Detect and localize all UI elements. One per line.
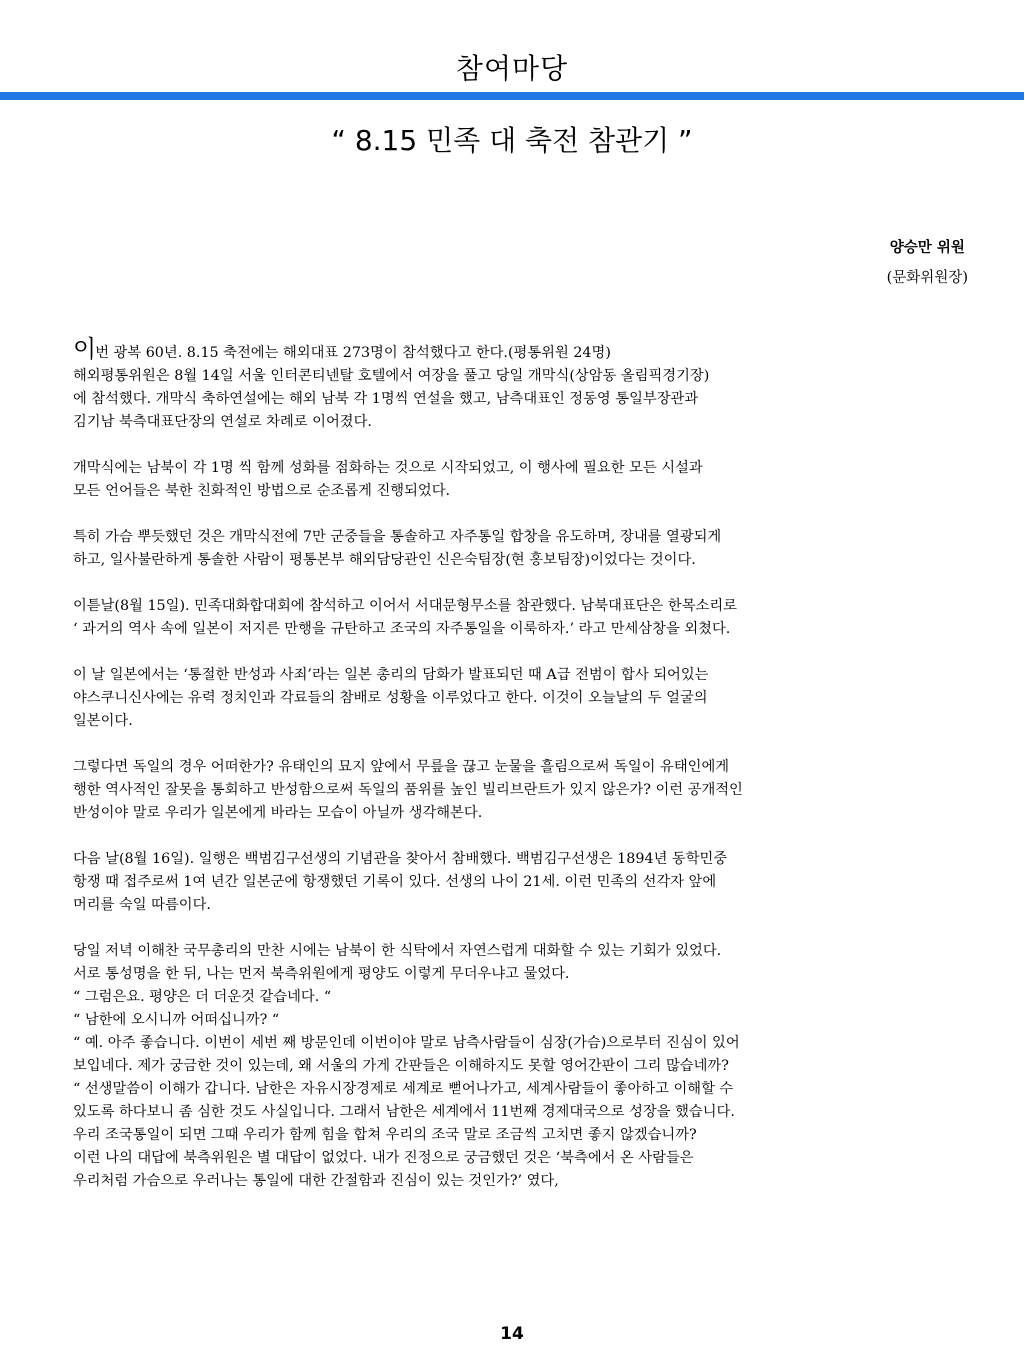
line-text: 에 참석했다. 개막식 축하연설에는 해외 남북 각 1명씩 연설을 했고, 남측대표인 정동영 통일부장관과 bbox=[73, 391, 699, 407]
article-title: “ 8.15 민족 대 축전 참관기 ” bbox=[331, 124, 693, 157]
paragraph bbox=[73, 940, 998, 1193]
text-line bbox=[73, 335, 998, 365]
text-line bbox=[73, 1009, 998, 1032]
line-text: 보입네다. 제가 궁금한 것이 있는데, 왜 서울의 가게 간판들은 이해하지도 못할 영어간판이 그리 많습네까? bbox=[73, 1058, 729, 1074]
paragraph bbox=[73, 457, 998, 503]
line-text: 모든 언어들은 북한 친화적인 방법으로 순조롭게 진행되었다. bbox=[73, 483, 451, 499]
text-line bbox=[73, 710, 998, 733]
line-text: 해외평통위원은 8월 14일 서울 인터콘티넨탈 호텔에서 여장을 풀고 당일 개막식(상암동 올림픽경기장) bbox=[73, 368, 710, 384]
line-text: 번 광복 60년. 8.15 축전에는 해외대표 273명이 참석했다고 한다.(평통위원 24명) bbox=[95, 345, 611, 361]
line-text: “ 선생말씀이 이해가 갑니다. 남한은 자유시장경제로 세계로 뻗어나가고, 세계사람들이 좋아하고 이해할 수 bbox=[73, 1081, 734, 1097]
line-text: 이 날 일본에서는 ‘통절한 반성과 사죄’라는 일본 총리의 담화가 발표되던 때 A급 전범이 합사 되어있는 bbox=[73, 667, 709, 683]
text-line bbox=[73, 1032, 998, 1055]
text-line bbox=[73, 802, 998, 825]
paragraph bbox=[73, 335, 998, 434]
header-rule bbox=[0, 92, 1024, 100]
author-role: (문화위원장) bbox=[886, 270, 968, 286]
text-line bbox=[73, 365, 998, 388]
text-line bbox=[73, 687, 998, 710]
text-line bbox=[73, 618, 998, 641]
text-line bbox=[73, 549, 998, 572]
line-text: 김기남 북측대표단장의 연설로 차례로 이어졌다. bbox=[73, 414, 372, 430]
line-text: 그렇다면 독일의 경우 어떠한가? 유태인의 묘지 앞에서 무릎을 끊고 눈물을 흘림으로써 독일이 유태인에게 bbox=[73, 759, 730, 775]
line-text: 하고, 일사불란하게 통솔한 사람이 평통본부 해외담당관인 신은숙팀장(현 홍보팀장)이었다는 것이다. bbox=[73, 552, 696, 568]
drop-cap: 이 bbox=[73, 335, 96, 363]
line-text: 항쟁 때 접주로써 1여 년간 일본군에 항쟁했던 기록이 있다. 선생의 나이 21세. 이런 민족의 선각자 앞에 bbox=[73, 874, 717, 890]
line-text: 반성이야 말로 우리가 일본에게 바라는 모습이 아닐까 생각해본다. bbox=[73, 805, 483, 821]
article-body bbox=[73, 335, 998, 1216]
text-line bbox=[73, 848, 998, 871]
paragraph bbox=[73, 664, 998, 733]
line-text: 특히 가슴 뿌듯했던 것은 개막식전에 7만 군중들을 통솔하고 자주통일 합창을 유도하며, 장내를 열광되게 bbox=[73, 529, 722, 545]
text-line bbox=[73, 1147, 998, 1170]
author-name: 양승만 위원 bbox=[889, 240, 965, 256]
paragraph bbox=[73, 595, 998, 641]
text-line bbox=[73, 595, 998, 618]
line-text: “ 그럼은요. 평양은 더 더운것 같습네다. “ bbox=[73, 989, 332, 1005]
text-line bbox=[73, 963, 998, 986]
line-text: 있도록 하다보니 좀 심한 것도 사실입니다. 그래서 남한은 세계에서 11번째 경제대국으로 성장을 했습니다. bbox=[73, 1104, 735, 1120]
line-text: 서로 통성명을 한 뒤, 나는 먼저 북측위원에게 평양도 이렇게 무더우냐고 물었다. bbox=[73, 966, 570, 982]
text-line bbox=[73, 871, 998, 894]
text-line bbox=[73, 1055, 998, 1078]
line-text: 개막식에는 남북이 각 1명 씩 함께 성화를 점화하는 것으로 시작되었고, 이 행사에 필요한 모든 시설과 bbox=[73, 460, 703, 476]
line-text: 이튿날(8월 15일). 민족대화합대회에 참석하고 이어서 서대문형무소를 참관했다. 남북대표단은 한목소리로 bbox=[73, 598, 737, 614]
line-text: 당일 저녁 이해찬 국무총리의 만찬 시에는 남북이 한 식탁에서 자연스럽게 대화할 수 있는 기회가 있었다. bbox=[73, 943, 722, 959]
paragraph bbox=[73, 756, 998, 825]
text-line bbox=[73, 986, 998, 1009]
text-line bbox=[73, 457, 998, 480]
line-text: “ 예. 아주 좋습니다. 이번이 세번 째 방문인데 이번이야 말로 남측사람들이 심장(가슴)으로부터 진심이 있어 bbox=[73, 1035, 740, 1051]
text-line bbox=[73, 664, 998, 687]
text-line bbox=[73, 779, 998, 802]
line-text: 우리처럼 가슴으로 우러나는 통일에 대한 간절함과 진심이 있는 것인가?’ 였다, bbox=[73, 1173, 559, 1189]
text-line bbox=[73, 526, 998, 549]
text-line bbox=[73, 940, 998, 963]
paragraph bbox=[73, 848, 998, 917]
text-line bbox=[73, 1101, 998, 1124]
text-line bbox=[73, 388, 998, 411]
text-line bbox=[73, 1124, 998, 1147]
line-text: 일본이다. bbox=[73, 713, 133, 729]
text-line bbox=[73, 894, 998, 917]
line-text: 야스쿠니신사에는 유력 정치인과 각료들의 참배로 성황을 이루었다고 한다. 이것이 오늘날의 두 얼굴의 bbox=[73, 690, 708, 706]
page-number: 14 bbox=[500, 1324, 524, 1344]
line-text: 다음 날(8월 16일). 일행은 백범김구선생의 기념관을 찾아서 참배했다. 백범김구선생은 1894년 동학민중 bbox=[73, 851, 728, 867]
line-text: 머리를 숙일 따름이다. bbox=[73, 897, 211, 913]
line-text: 우리 조국통일이 되면 그때 우리가 함께 힘을 합쳐 우리의 조국 말로 조금씩 고치면 좋지 않겠습니까? bbox=[73, 1127, 697, 1143]
section-title: 참여마당 bbox=[455, 52, 569, 85]
text-line bbox=[73, 411, 998, 434]
text-line bbox=[73, 480, 998, 503]
text-line bbox=[73, 1078, 998, 1101]
line-text: 이런 나의 대답에 북측위원은 별 대답이 없었다. 내가 진정으로 궁금했던 것은 ‘북측에서 온 사람들은 bbox=[73, 1150, 694, 1166]
text-line bbox=[73, 756, 998, 779]
paragraph bbox=[73, 526, 998, 572]
line-text: “ 남한에 오시니까 어떠십니까? “ bbox=[73, 1012, 280, 1028]
author-block bbox=[887, 233, 968, 293]
line-text: 행한 역사적인 잘못을 통회하고 반성함으로써 독일의 품위를 높인 빌리브란트가 있지 않은가? 이런 공개적인 bbox=[73, 782, 743, 798]
text-line bbox=[73, 1170, 998, 1193]
line-text: ‘ 과거의 역사 속에 일본이 저지른 만행을 규탄하고 조국의 자주통일을 이룩하자.’ 라고 만세삼창을 외쳤다. bbox=[73, 621, 731, 637]
